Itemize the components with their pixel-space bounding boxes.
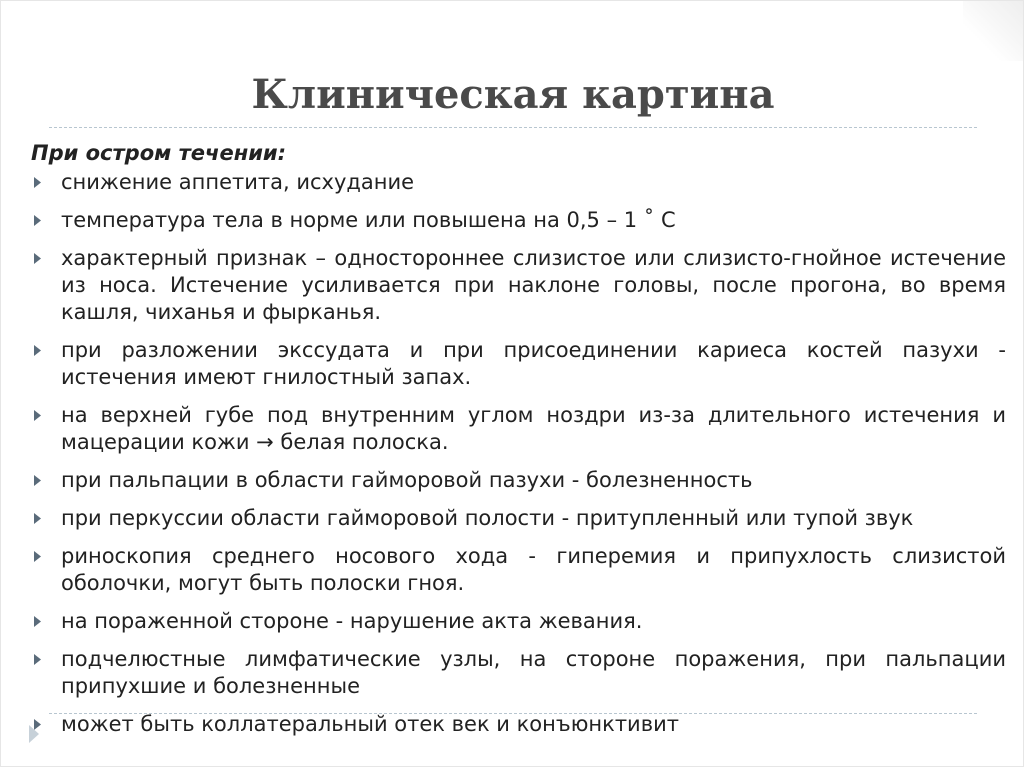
list-item-text: характерный признак – одностороннее слизистое или слизисто-гнойное истечение из носа. Истечение усиливается при наклоне головы, после прогона, во время кашля, чиханья и фырканья.: [61, 246, 1006, 324]
triangle-bullet-icon: [31, 402, 45, 429]
triangle-bullet-icon: [31, 608, 45, 635]
list-item-text: подчелюстные лимфатические узлы, на стороне поражения, при пальпации припухшие и болезненные: [61, 647, 1006, 698]
triangle-bullet-icon: [31, 543, 45, 570]
list-item-text: на пораженной стороне - нарушение акта жевания.: [61, 609, 643, 633]
section-subtitle: При остром течении:: [31, 141, 287, 165]
list-item: [31, 608, 1006, 635]
list-item: [31, 402, 1006, 456]
list-item: [31, 207, 1006, 234]
list-item: [31, 505, 1006, 532]
list-item: [31, 646, 1006, 700]
triangle-bullet-icon: [31, 245, 45, 272]
triangle-bullet-icon: [31, 467, 45, 494]
list-item-text: на верхней губе под внутренним углом ноздри из-за длительного истечения и мацерации кожи → белая полоска.: [61, 403, 1006, 454]
symptom-list: [31, 169, 1006, 738]
list-item-text: риноскопия среднего носового хода - гиперемия и припухлость слизистой оболочки, могут быть полоски гноя.: [61, 544, 1006, 595]
list-item: [31, 543, 1006, 597]
list-item: [31, 467, 1006, 494]
triangle-bullet-icon: [31, 169, 45, 196]
list-item-text: при разложении экссудата и при присоединении кариеса костей пазухи - истечения имеют гнилостный запах.: [61, 338, 1006, 389]
list-item-text: температура тела в норме или повышена на 0,5 – 1 ˚ С: [61, 208, 676, 232]
slide-nav-arrow-icon[interactable]: [27, 723, 41, 745]
list-item-text: при перкуссии области гайморовой полости - притупленный или тупой звук: [61, 506, 914, 530]
list-item-text: при пальпации в области гайморовой пазухи - болезненность: [61, 468, 753, 492]
list-item: [31, 169, 1006, 196]
triangle-bullet-icon: [31, 337, 45, 364]
slide-content: [31, 141, 1006, 749]
list-item: [31, 337, 1006, 391]
list-item-text: может быть коллатеральный отек век и конъюнктивит: [61, 712, 679, 736]
slide-title: Клиническая картина: [251, 71, 775, 118]
footer-divider: [49, 713, 977, 714]
list-item: [31, 711, 1006, 738]
list-item-text: снижение аппетита, исхудание: [61, 170, 415, 194]
list-item: [31, 245, 1006, 326]
triangle-bullet-icon: [31, 646, 45, 673]
corner-decoration: [963, 1, 1023, 61]
title-divider: [49, 127, 977, 128]
triangle-bullet-icon: [31, 505, 45, 532]
triangle-bullet-icon: [31, 207, 45, 234]
